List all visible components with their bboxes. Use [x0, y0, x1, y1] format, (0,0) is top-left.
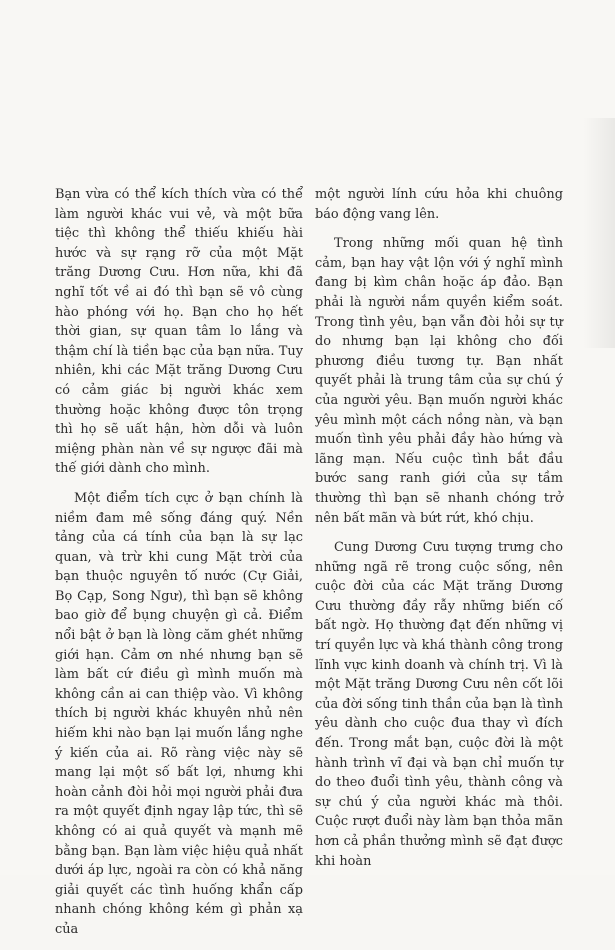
- left-column: [55, 185, 303, 950]
- paragraph: Bạn vừa có thể kích thích vừa có thể làm người khác vui vẻ, và một bữa tiệc thì không thể thiếu khiếu hài hước và sự rạng rỡ của một Mặt trăng Dương Cưu. Hơn nữa, khi đã nghĩ tốt về ai đó thì bạn sẽ vô cùng hào phóng với họ. Bạn cho họ hết thời gian, sự quan tâm lo lắng và thậm chí là tiền bạc của bạn nữa. Tuy nhiên, khi các Mặt trăng Dương Cưu có cảm giác bị người khác xem thường hoặc không được tôn trọng thì họ sẽ uất hận, hờn dỗi và luôn miệng phàn nàn về sự ngược đãi mà thế giới dành cho mình.: [55, 187, 303, 477]
- paragraph: một người lính cứu hỏa khi chuông báo động vang lên.: [315, 187, 563, 222]
- right-column: [315, 185, 563, 881]
- paragraph: Trong những mối quan hệ tình cảm, bạn hay vật lộn với ý nghĩ mình đang bị kìm chân hoặc áp đảo. Bạn phải là người nắm quyền kiểm soát. Trong tình yêu, bạn vẫn đòi hỏi sự tự do nhưng bạn lại không cho đối phương điều tương tự. Bạn nhất quyết phải là trung tâm của sự chú ý của người yêu. Bạn muốn người khác yêu mình một cách nồng nàn, và bạn muốn tình yêu phải đầy hào hứng và lãng mạn. Nếu cuộc tình bắt đầu bước sang ranh giới của sự tầm thường thì bạn sẽ nhanh chóng trở nên bất mãn và bứt rứt, khó chịu.: [315, 236, 563, 526]
- facing-page-shadow: [583, 118, 615, 348]
- paragraph: Cung Dương Cưu tượng trưng cho những ngã rẽ trong cuộc sống, nên cuộc đời của các Mặt trăng Dương Cưu thường đầy rẫy những biến cố bất ngờ. Họ thường đạt đến những vị trí quyền lực và khá thành công trong lĩnh vực kinh doanh và chính trị. Vì là một Mặt trăng Dương Cưu nên cốt lõi của đời sống tinh thần của bạn là tình yêu dành cho cuộc đua thay vì đích đến. Trong mắt bạn, cuộc đời là một hành trình vĩ đại và bạn chỉ muốn tự do theo đuổi tình yêu, thành công và sự chú ý của người khác mà thôi. Cuộc rượt đuổi này làm bạn thỏa mãn hơn cả phần thưởng mình sẽ đạt được khi hoàn: [315, 540, 563, 869]
- paragraph: Một điểm tích cực ở bạn chính là niềm đam mê sống đáng quý. Nền tảng của cá tính của bạn là sự lạc quan, và trừ khi cung Mặt trời của bạn thuộc nguyên tố nước (Cự Giải, Bọ Cạp, Song Ngư), thì bạn sẽ không bao giờ để bụng chuyện gì cả. Điểm nổi bật ở bạn là lòng căm ghét những giới hạn. Cảm ơn nhé nhưng bạn sẽ làm bất cứ điều gì mình muốn mà không cần ai can thiệp vào. Vì không thích bị người khác khuyên nhủ nên hiếm khi nào bạn lại muốn lắng nghe ý kiến của ai. Rõ ràng việc này sẽ mang lại một số bất lợi, nhưng khi hoàn cảnh đòi hỏi mọi người phải đưa ra một quyết định ngay lập tức, thì sẽ không có ai quả quyết và mạnh mẽ bằng bạn. Bạn làm việc hiệu quả nhất dưới áp lực, ngoài ra còn có khả năng giải quyết các tình huống khẩn cấp nhanh chóng không kém gì phản xạ của: [55, 490, 303, 937]
